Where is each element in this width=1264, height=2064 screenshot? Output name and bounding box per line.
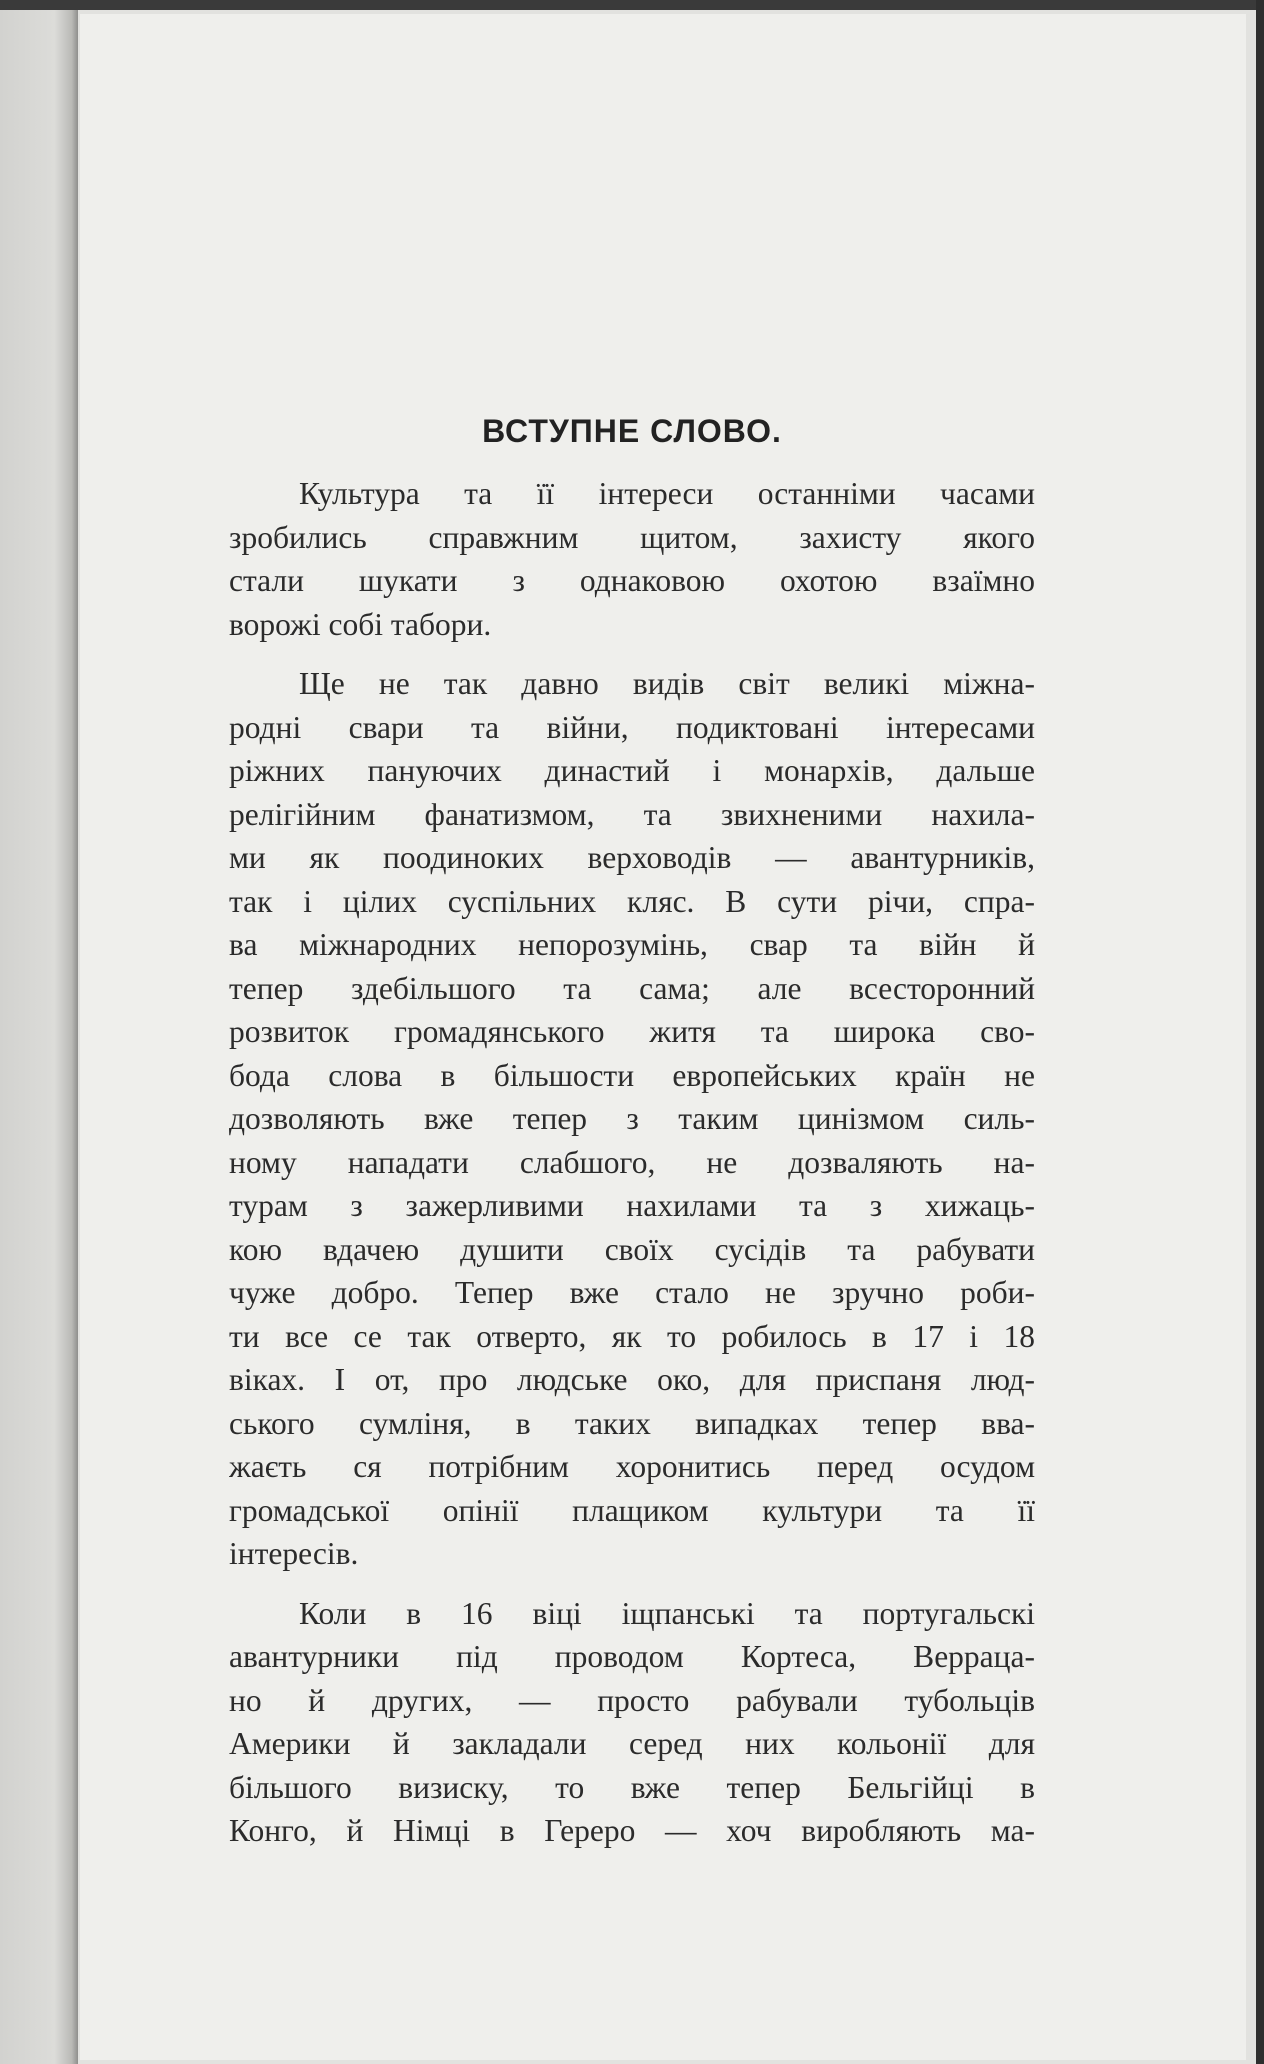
text-line: ти все се так отверто, як то робилось в 17 і 18 — [229, 1318, 1035, 1354]
text-line: Конго, й Німці в Гереро — хоч виробляють ма- — [229, 1813, 1035, 1848]
page-text — [229, 410, 1035, 1869]
text-line: авантурники під проводом Кортеса, Веррацa- — [229, 1639, 1035, 1674]
text-line: ва міжнародних непорозумінь, свар та війн й — [229, 927, 1035, 962]
text-line: зробились справжним щитом, захисту якого — [229, 519, 1035, 555]
book-gutter — [0, 10, 78, 2064]
text-line: Коли в 16 віці іщпанські та португальскі — [299, 1595, 1035, 1631]
paragraph-3 — [229, 1592, 1035, 1853]
text-line: кою вдачею душити своїх сусідів та рабувати — [229, 1231, 1035, 1267]
text-line: бода слова в більшости европейських країн не — [229, 1057, 1035, 1093]
text-line: ворожі собі табори. — [229, 606, 492, 642]
scan-right-edge — [1256, 0, 1264, 2064]
text-line: Ще не так давно видів світ великі міжна- — [299, 666, 1035, 701]
text-line: чуже добро. Тепер вже стало не зручно роби- — [229, 1275, 1035, 1310]
text-line: більшого визиску, то вже тепер Бельгійці в — [229, 1769, 1035, 1805]
text-line: віках. І от, про людське око, для приспаня люд- — [229, 1362, 1035, 1397]
text-line: Америки й закладали серед них кольонії для — [229, 1726, 1035, 1761]
text-line: жаєть ся потрібним хоронитись перед осудом — [229, 1449, 1035, 1484]
paragraph-1 — [229, 472, 1035, 646]
text-line: ського сумліня, в таких випадках тепер вва- — [229, 1405, 1035, 1441]
scan-top-edge — [0, 0, 1264, 10]
text-line: тепер здебільшого та сама; але всесторонний — [229, 970, 1035, 1006]
text-line: стали шукати з однаковою охотою взаїмно — [229, 563, 1035, 598]
text-line: громадської опінії плащиком культури та її — [229, 1492, 1035, 1528]
text-line: Культура та її інтереси останніми часами — [299, 476, 1035, 511]
text-line: дозволяють вже тепер з таким цинізмом силь- — [229, 1101, 1035, 1136]
text-line: ріжних пануючих династий і монархів, дальше — [229, 753, 1035, 788]
text-line: но й других, — просто рабували тубольців — [229, 1682, 1035, 1718]
text-line: релігійним фанатизмом, та звихненими нахила- — [229, 796, 1035, 832]
text-line: турам з зажерливими нахилами та з хижаць- — [229, 1188, 1035, 1223]
page-title: ВСТУПНЕ СЛОВО. — [482, 413, 782, 449]
text-line: ми як поодиноких верховодів — авантурників, — [229, 840, 1035, 875]
paragraph-2 — [229, 662, 1035, 1576]
text-line: родні свари та війни, подиктовані інтересами — [229, 709, 1035, 745]
text-line: ному нападати слабшого, не дозваляють на- — [229, 1144, 1035, 1180]
text-line: так і цілих суспільних кляс. В сути річи, спра- — [229, 883, 1035, 919]
text-line: розвиток громадянського житя та широка сво- — [229, 1014, 1035, 1049]
text-line: інтересів. — [229, 1536, 359, 1571]
